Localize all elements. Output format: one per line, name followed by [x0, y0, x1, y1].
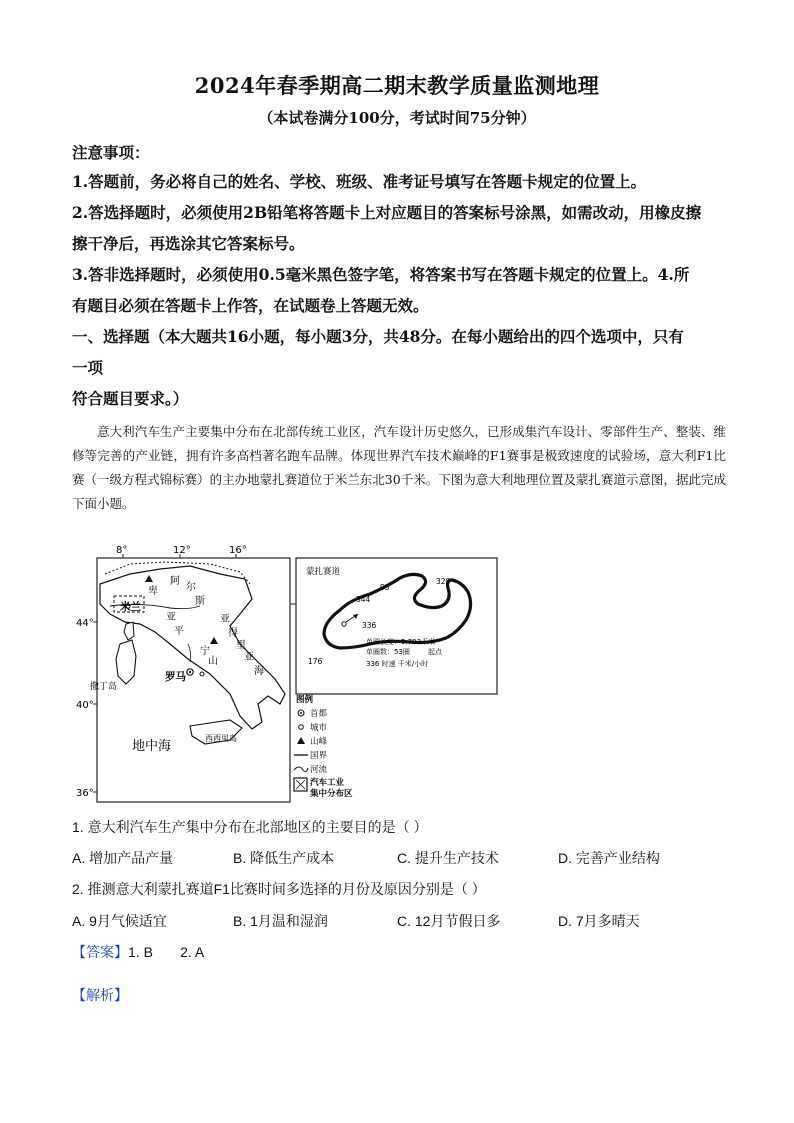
notice-line-2: 2.答选择题时，必须使用2B铅笔将答题卡上对应题目的答案标号涂黑，如需改动，用橡皮擦 [72, 203, 702, 222]
lat-label-44: 44° [76, 618, 94, 629]
legend-city: 城市 [310, 723, 328, 733]
inset-title: 蒙扎赛道 [306, 567, 341, 577]
alps-label-1: 阿 [170, 576, 180, 587]
speed-344: 344 [356, 595, 371, 604]
adriatic-label-3: 里 [236, 640, 246, 651]
lon-label-12: 12° [173, 545, 191, 556]
notice-line-4: 3.答非选择题时，必须使用0.5毫米黑色签字笔，将答案书写在答题卡规定的位置上。4.所 [72, 265, 690, 284]
italy-map-figure [70, 544, 510, 806]
legend-city-symbol [299, 725, 304, 730]
section-heading: 一、选择题（本大题共16小题，每小题3分，共48分。在每小题给出的四个选项中，只有 [72, 327, 684, 346]
notice-heading: 注意事项： [72, 143, 150, 162]
med-sea-label: 地中海 [132, 739, 172, 754]
speed-legend: 336 时速 千米/小时 [366, 660, 429, 668]
lat-label-40: 40° [76, 700, 94, 711]
legend-river: 河流 [310, 765, 328, 775]
milan-label: 米兰 [120, 601, 141, 613]
legend-border: 国界 [310, 751, 328, 761]
exam-info: （本试卷满分100分，考试时间75分钟） [258, 109, 536, 127]
answer-line [72, 942, 204, 962]
legend-river-symbol [294, 767, 308, 772]
lon-label-16: 16° [229, 545, 247, 556]
speed-176: 176 [308, 657, 323, 666]
start-point-label: 起点 [428, 648, 442, 656]
adriatic-label-1: 亚 [220, 614, 230, 625]
analysis-label: 【解析】 [72, 987, 128, 1003]
legend-capital: 首都 [310, 709, 328, 719]
notice-line-3: 擦干净后，再选涂其它答案标号。 [72, 234, 305, 253]
adriatic-label-2: 得 [228, 628, 238, 639]
q1-option-b: B. 降低生产成本 [233, 850, 335, 866]
section-heading-end: 符合题目要求。） [72, 389, 189, 408]
analysis-line [72, 985, 128, 1005]
passage-text: 意大利汽车生产主要集中分布在北部传统工业区，汽车设计历史悠久，已形成集汽车设计、零部件生产、整装、维修等完善的产业链，拥有许多高档著名跑车品牌。体现世界汽车技术巅峰的F1赛事是极致速度的试验场，意大利F1比赛（一级方程式锦标赛）的主办地蒙扎赛道位于米兰东北30千米。下图为意大利地理位置及蒙扎赛道示意图，据此完成下面小题。 [72, 424, 726, 511]
answer-value: 1. B 2. A [128, 944, 205, 960]
sicily-label: 西西里岛 [205, 734, 237, 743]
speed-336: 336 [362, 621, 377, 630]
answer-label: 【答案】 [72, 944, 128, 960]
apennine-label-1: 亚 [166, 612, 176, 623]
question-2-stem: 2. 推测意大利蒙扎赛道F1比赛时间多选择的月份及原因分别是（ ） [72, 881, 486, 897]
legend-title: 图例 [296, 695, 314, 705]
notice-line-1: 1.答题前，务必将自己的姓名、学校、班级、准考证号填写在答题卡规定的位置上。 [72, 172, 647, 191]
q2-option-d: D. 7月多晴天 [558, 913, 640, 929]
lon-label-8: 8° [116, 545, 128, 556]
speed-95: 95 [380, 583, 390, 592]
legend-peak: 山峰 [310, 737, 328, 747]
sardinia-label: 撒丁岛 [90, 682, 118, 692]
q1-option-d: D. 完善产业结构 [558, 850, 660, 866]
q2-option-c: C. 12月节假日多 [397, 913, 501, 929]
apennine-label-4: 山 [208, 656, 218, 667]
q1-option-c: C. 提升生产技术 [397, 850, 499, 866]
alps-label-3: 卑 [148, 586, 158, 597]
apennine-label-2: 平 [174, 626, 184, 637]
adriatic-label-5: 海 [254, 666, 264, 677]
lap-count: 单圈数：53圈 [366, 648, 410, 656]
legend-peak-symbol [297, 737, 305, 744]
q2-option-b: B. 1月温和湿润 [233, 913, 328, 929]
rome-label: 罗马 [165, 671, 186, 683]
q2-option-a: A. 9月气候适宜 [72, 913, 167, 929]
alps-label-2: 尔 [186, 582, 196, 593]
question-1-stem: 1. 意大利汽车生产集中分布在北部地区的主要目的是（ ） [72, 819, 428, 835]
sardinia-shape [116, 640, 136, 684]
legend-auto-zone-2: 集中分布区 [310, 789, 353, 799]
notice-line-5: 有题目必须在答题卡上作答，在试题卷上答题无效。 [72, 296, 429, 315]
lat-label-36: 36° [76, 788, 94, 799]
page-title: 2024年春季期高二期末教学质量监测地理 [194, 73, 600, 98]
lap-length: 单圈长度：5.793千米 [366, 638, 436, 646]
section-heading-cont: 一项 [72, 358, 104, 377]
apennine-label-3: 宁 [200, 646, 210, 657]
adriatic-label-4: 亚 [244, 652, 254, 663]
q1-option-a: A. 增加产品产量 [72, 850, 174, 866]
speed-328: 328 [436, 577, 451, 586]
alps-label-4: 斯 [195, 596, 205, 607]
legend-auto-zone: 汽车工业 [310, 778, 345, 788]
